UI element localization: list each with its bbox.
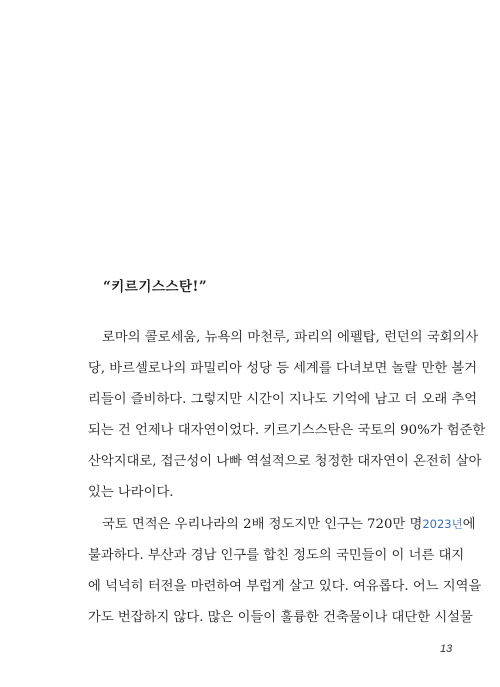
body-text: [88, 322, 486, 633]
text-line: 로마의 콜로세움, 뉴욕의 마천루, 파리의 에펠탑, 런던의 국회의사: [102, 330, 479, 345]
text-line: 에 넉넉히 터전을 마련하여 부럽게 살고 있다. 여유롭다. 어느 지역을: [88, 578, 482, 594]
text-line: 리들이 즐비하다. 그렇지만 시간이 지나도 기억에 남고 더 오래 추억: [88, 392, 478, 408]
text-segment: 에: [462, 516, 476, 532]
text-line: 가도 번잡하지 않다. 많은 이들이 훌륭한 건축물이나 대단한 시설물: [88, 609, 473, 625]
chapter-heading: “키르기스스탄!”: [103, 279, 208, 295]
text-line: [88, 509, 476, 540]
page-number: 13: [440, 643, 453, 655]
text-segment: 국토 면적은 우리나라의 2배 정도지만 인구는 720만 명: [102, 516, 423, 532]
text-line: 불과하다. 부산과 경남 인구를 합친 정도의 국민들이 이 너른 대지: [88, 547, 465, 563]
year-annotation: 2023년: [422, 516, 463, 531]
text-line: 당, 바르셀로나의 파밀리아 성당 등 세계를 다녀보면 놀랄 만한 볼거: [88, 361, 478, 377]
text-line: 산악지대로, 접근성이 나빠 역설적으로 청정한 대자연이 온전히 살아: [88, 454, 482, 470]
text-line: 되는 건 언제나 대자연이었다. 키르기스스탄은 국토의 90%가 험준한: [88, 423, 486, 439]
text-line: 있는 나라이다.: [88, 485, 174, 501]
